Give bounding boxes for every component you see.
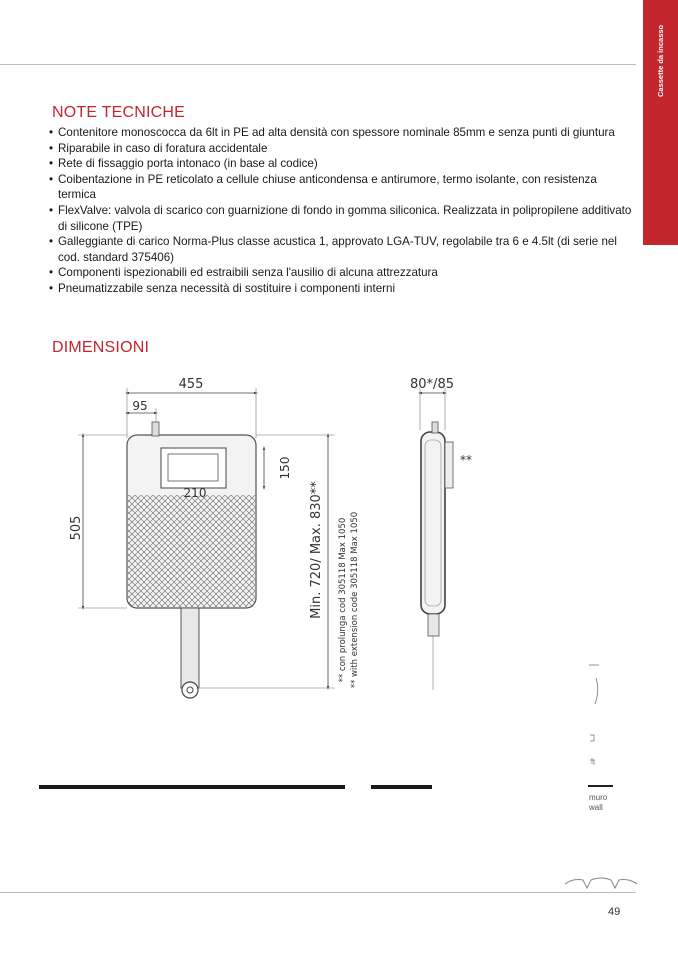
technical-drawing (0, 360, 678, 840)
brand-ornament-icon (563, 874, 639, 894)
bottom-rule (0, 892, 636, 893)
wall-label-en: wall (589, 803, 603, 812)
extension-note-it: ** con prolunga cod 305118 Max 1050 (338, 517, 348, 683)
side-mark-label: ** (460, 453, 472, 467)
notes-title: NOTE TECNICHE (52, 104, 185, 121)
note-item: • Coibentazione in PE reticolato a cellule chiuse anticondensa e antirumore, termo isolante, con resistenza termica (49, 172, 634, 203)
note-item: • Pneumatizzabile senza necessità di sostituire i componenti interni (49, 281, 634, 297)
base-rule-front (39, 785, 345, 789)
side-tab[interactable] (643, 0, 678, 245)
top-rule (0, 64, 636, 65)
note-item: • Rete di fissaggio porta intonaco (in base al codice) (49, 156, 634, 172)
dim-height-label: 505 (69, 515, 84, 541)
dim-width-label: 455 (178, 377, 204, 392)
tank-mesh (128, 495, 255, 607)
dim-plate-width-label: 210 (183, 486, 207, 500)
dim-range-label: Min. 720/ Max. 830** (309, 481, 324, 619)
note-item: • Riparabile in caso di foratura accidentale (49, 141, 634, 157)
wall-section (588, 665, 613, 787)
drain-pipe (181, 608, 199, 688)
note-item: • Galleggiante di carico Norma-Plus classe acustica 1, approvato LGA-TUV, regolabile tra 6 e 4.5lt (di serie nel cod. standard 375406) (49, 234, 634, 265)
note-item: • Componenti ispezionabili ed estraibili senza l'ausilio di alcuna attrezzatura (49, 265, 634, 281)
base-rule-side (371, 785, 432, 789)
extension-note-en: ** with extension code 305118 Max 1050 (350, 511, 360, 689)
wall-label (589, 793, 607, 813)
note-item: • Contenitore monoscocca da 6lt in PE ad alta densità con spessore nominale 85mm e senza punti di giuntura (49, 125, 634, 141)
dimensions-title: DIMENSIONI (52, 339, 150, 356)
note-item: • FlexValve: valvola di scarico con guarnizione di fondo in gomma siliconica. Realizzata in polipropilene additivato di silicone (TPE) (49, 203, 634, 234)
notes-list (49, 125, 634, 297)
front-view (69, 377, 360, 698)
side-tab-label: Cassette da incasso (656, 25, 665, 98)
side-view (410, 377, 472, 690)
dim-depth-label: 80*/85 (410, 377, 454, 392)
dim-offset-label: 95 (132, 399, 148, 413)
page-number: 49 (608, 906, 621, 918)
dim-plate-height-label: 150 (278, 456, 292, 480)
side-tank-body (421, 432, 445, 614)
wall-label-it: muro (589, 793, 608, 802)
